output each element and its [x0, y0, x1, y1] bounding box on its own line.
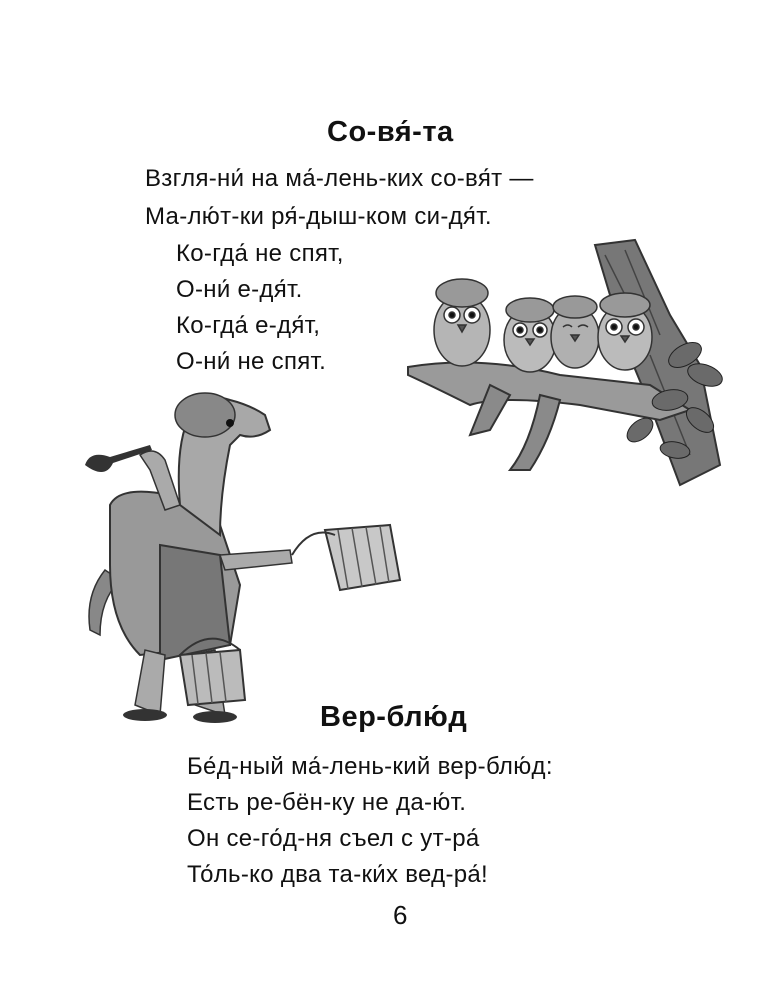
- camel-illustration: [80, 385, 410, 730]
- poem-title-camel: Вер-блю́д: [320, 701, 468, 733]
- poem-title-owlets: Со-вя́-та: [327, 116, 454, 148]
- poem-line: Ма-лю́т-ки ря́-дыш-ком си-дя́т.: [145, 203, 492, 230]
- page-number: 6: [393, 900, 408, 930]
- poem-line: Ко-гда́ е-дя́т,: [176, 312, 321, 339]
- poem-line: То́ль-ко два та-ки́х вед-ра́!: [187, 861, 489, 888]
- poem-line: Взгля-ни́ на ма́-лень-ких со-вя́т —: [145, 165, 534, 192]
- poem-line: Бе́д-ный ма́-лень-кий вер-блю́д:: [187, 753, 553, 780]
- owlets-illustration: [400, 235, 730, 490]
- poem-line: Ко-гда́ не спят,: [176, 240, 344, 267]
- poem-line: О-ни́ е-дя́т.: [176, 276, 303, 303]
- poem-line: Есть ре-бён-ку не да-ю́т.: [187, 789, 467, 816]
- poem-line: О-ни́ не спят.: [176, 348, 327, 375]
- poem-line: Он се-го́д-ня съел с ут-ра́: [187, 825, 480, 852]
